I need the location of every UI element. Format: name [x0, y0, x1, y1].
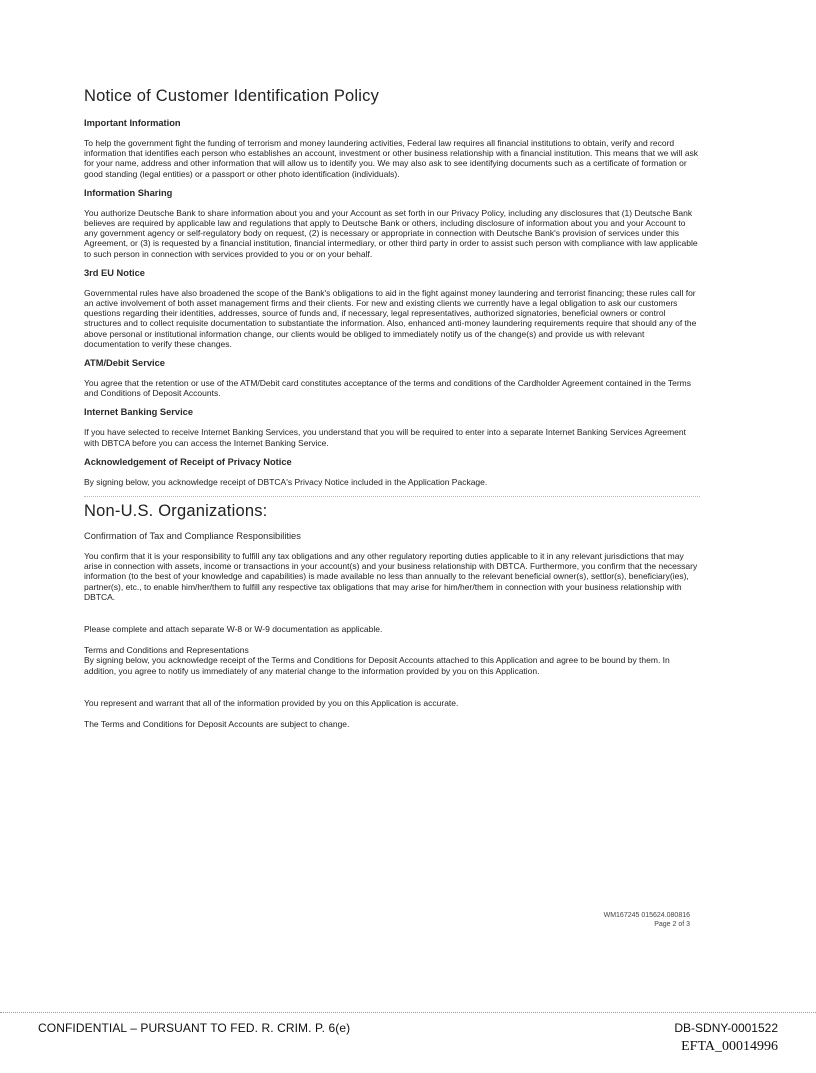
page-number: Page 2 of 3	[654, 920, 690, 928]
section-text-important-information: To help the government fight the funding of terrorism and money laundering activities, Federal law requires all financial institutions to obtain, verify and record information that identifies each person who establishes an account, investment or other business relationship with a financial institution. This means that we will ask for your name, address and other information that will allow us to identify you. We may also ask to see identifying documents such as a certificate of formation or good standing (legal entities) or a passport or other photo identification (individuals).	[84, 138, 699, 179]
section-heading-information-sharing: Information Sharing	[84, 187, 173, 198]
section-divider	[84, 496, 700, 497]
section-text-eu-notice: Governmental rules have also broadened the scope of the Bank's obligations to aid in the fight against money laundering and terrorist financing; these rules call for an active involvement of both asset management firms and their clients. For new and existing clients we currently have a legal obligation to ask our customers questions regarding their identities, addresses, source of funds and, if necessary, legal representatives, authorized signatories, beneficial owners or control structures and to collect requisite documentation to substantiate the information. Also, enhanced anti-money laundering requirements require that should any of the above personal or institutional information change, our clients would be obliged to immediately notify us of the change(s) and provide us with relevant documentation to verify these changes.	[84, 287, 697, 349]
section-text-information-sharing: You authorize Deutsche Bank to share information about you and your Account as set forth in our Privacy Policy, including any disclosures that (1) Deutsche Bank believes are required by applicable law and regulations that apply to Deutsche Bank or others, including disclosure of information about you and your Account to any government agency or self-regulatory body on request, (2) is necessary or appropriate in connection with Deutsche Bank's provision of services under this Agreement, or (3) is requested by a financial institution, financial intermediary, or other third party in order to assist such person with compliance with law applicable to such person in connection with services provided to you or on your behalf.	[84, 207, 698, 259]
section-text-atm-debit: You agree that the retention or use of the ATM/Debit card constitutes acceptance of the terms and conditions of the Cardholder Agreement contained in the Terms and Conditions of Deposit Accounts.	[84, 378, 692, 399]
footer-identifiers	[674, 1021, 778, 1055]
terms-text: By signing below, you acknowledge receipt of the Terms and Conditions for Deposit Accounts attached to this Application and agree to be bound by them. In addition, you agree to notify us immediately of any material change to the information provided by you on this Application.	[84, 655, 670, 676]
terms-subject-to-change-text: The Terms and Conditions for Deposit Accounts are subject to change.	[84, 719, 350, 730]
section-text-privacy-notice: By signing below, you acknowledge receipt of DBTCA's Privacy Notice included in the Application Package.	[84, 476, 488, 487]
confidential-notice: CONFIDENTIAL – PURSUANT TO FED. R. CRIM. P. 6(e)	[38, 1021, 351, 1035]
nonus-subheading: Confirmation of Tax and Compliance Responsibilities	[84, 531, 301, 542]
section-heading-internet-banking: Internet Banking Service	[84, 407, 194, 418]
nonus-text-w8w9: Please complete and attach separate W-8 or W-9 documentation as applicable.	[84, 624, 383, 635]
bates-number: DB-SDNY-0001522	[674, 1021, 778, 1035]
section-text-internet-banking: If you have selected to receive Internet Banking Services, you understand that you will be required to enter into a separate Internet Banking Services Agreement with DBTCA before you can access the Internet Banking Service.	[84, 427, 686, 448]
reference-code: WM167245 015624.080816	[603, 912, 690, 919]
represent-warrant-text: You represent and warrant that all of the information provided by you on this Application is accurate.	[84, 697, 459, 708]
page-title: Notice of Customer Identification Policy	[84, 87, 380, 105]
nonus-title: Non-U.S. Organizations:	[84, 502, 268, 521]
nonus-text-tax: You confirm that it is your responsibility to fulfill any tax obligations and any other regulatory reporting duties applicable to it in any relevant jurisdictions that may arise in connection with assets, income or transactions in your account(s) and your business relationship with DBTCA. Furthermore, you confirm that the necessary information (to the best of your knowledge and capabilities) is made available no less than annually to the relevant beneficial owner(s), settlor(s), beneficiary(ies), partner(s), etc., to enable him/her/them to fulfill any respective tax obligations that may arise for him/her/them in connection with your business relationship with DBTCA.	[84, 551, 698, 602]
section-heading-eu-notice: 3rd EU Notice	[84, 267, 145, 278]
footer-divider	[0, 1012, 816, 1013]
section-heading-privacy-notice: Acknowledgement of Receipt of Privacy Notice	[84, 456, 292, 467]
document-body	[84, 86, 700, 738]
section-heading-atm-debit: ATM/Debit Service	[84, 358, 165, 369]
efta-number: EFTA_00014996	[681, 1039, 778, 1054]
section-heading-important-information: Important Information	[84, 118, 181, 128]
document-reference	[540, 912, 690, 929]
terms-heading: Terms and Conditions and Representations	[84, 645, 249, 656]
